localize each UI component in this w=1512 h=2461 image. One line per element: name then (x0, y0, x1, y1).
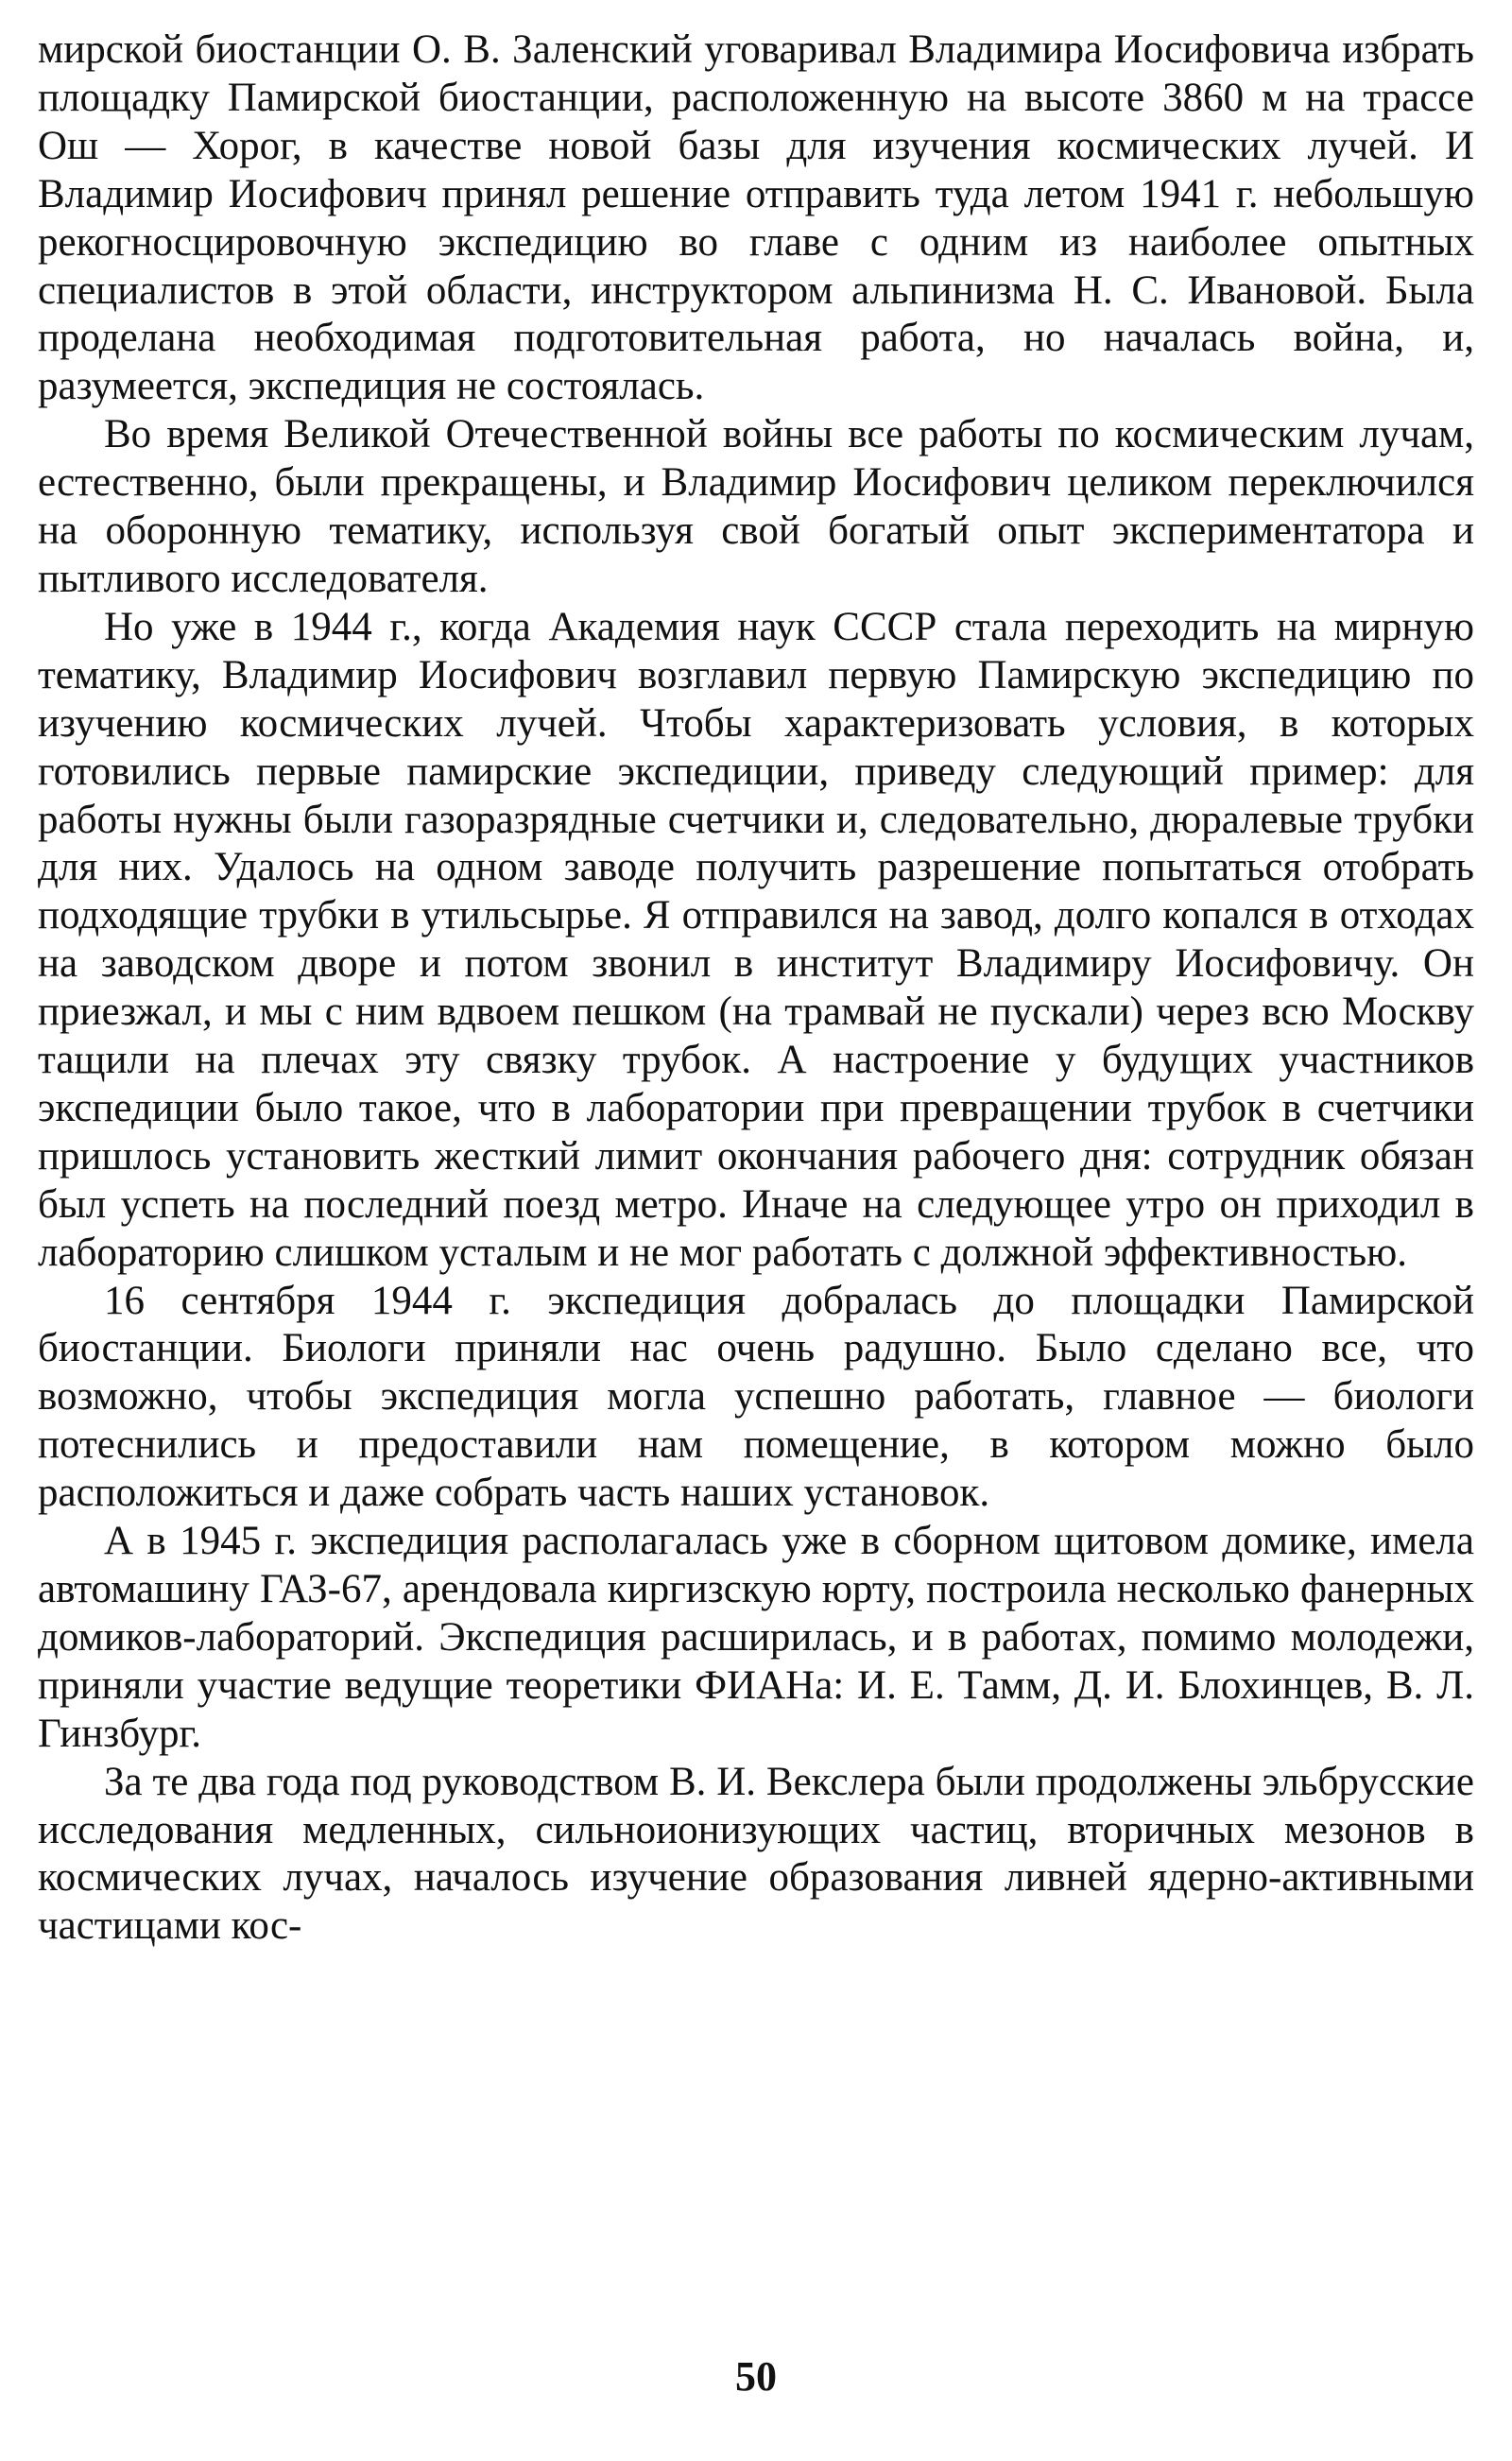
paragraph-research-results: За те два года под руководством В. И. Векслера были продолжены эльбрусские исследования медленных, сильноионизующих частиц, вторичных мезонов в космических лучах, началось изучение образования ливней ядерно-активными частицами кос- (38, 1759, 1474, 1949)
paragraph-arrival-biostation: 16 сентября 1944 г. экспедиция добралась до площадки Памирской биостанции. Биологи приняли нас очень радушно. Было сделано все, что возможно, чтобы экспедиция могла успешно работать, главное — биологи потеснились и предоставили нам помещение, в котором можно было расположиться и даже собрать часть наших установок. (38, 1278, 1474, 1516)
book-page (38, 26, 1474, 2446)
paragraph-war-years: Во время Великой Отечественной войны все работы по космическим лучам, естественно, были прекращены, и Владимир Иосифович целиком переключился на оборонную тематику, используя свой богатый опыт экспериментатора и пытливого исследователя. (38, 412, 1474, 601)
page-number: 50 (735, 2353, 777, 2400)
paragraph-continuation: мирской биостанции О. В. Заленский уговаривал Владимира Иосифовича избрать площадку Памирской биостанции, расположенную на высоте 3860 м на трассе Ош — Хорог, в качестве новой базы для изучения космических лучей. И Владимир Иосифович принял решение отправить туда летом 1941 г. небольшую рекогносцировочную экспедицию во главе с одним из наиболее опытных специалистов в этой области, инструктором альпинизма Н. С. Ивановой. Была проделана необходимая подготовительная работа, но началась война, и, разумеется, экспедиция не состоялась. (38, 27, 1474, 409)
paragraph-first-pamir-expedition: Но уже в 1944 г., когда Академия наук СССР стала переходить на мирную тематику, Владимир Иосифович возглавил первую Памирскую экспедицию по изучению космических лучей. Чтобы характеризовать условия, в которых готовились первые памирские экспедиции, приведу следующий пример: для работы нужны были газоразрядные счетчики и, следовательно, дюралевые трубки для них. Удалось на одном заводе получить разрешение попытаться отобрать подходящие трубки в утильсырье. Я отправился на завод, долго копался в отходах на заводском дворе и потом звонил в институт Владимиру Иосифовичу. Он приезжал, и мы с ним вдвоем пешком (на трамвай не пускали) через всю Москву тащили на плечах эту связку трубок. А настроение у будущих участников экспедиции было такое, что в лаборатории при превращении трубок в счетчики пришлось установить жесткий лимит окончания рабочего дня: сотрудник обязан был успеть на последний поезд метро. Иначе на следующее утро он приходил в лабораторию слишком усталым и не мог работать с должной эффективностью. (38, 604, 1474, 1275)
paragraph-expedition-1945: А в 1945 г. экспедиция располагалась уже в сборном щитовом домике, имела автомашину ГАЗ-67, арендовала киргизскую юрту, построила несколько фанерных домиков-лабораторий. Экспедиция расширилась, и в работах, помимо молодежи, приняли участие ведущие теоретики ФИАНа: И. Е. Тамм, Д. И. Блохинцев, В. Л. Гинзбург. (38, 1519, 1474, 1756)
